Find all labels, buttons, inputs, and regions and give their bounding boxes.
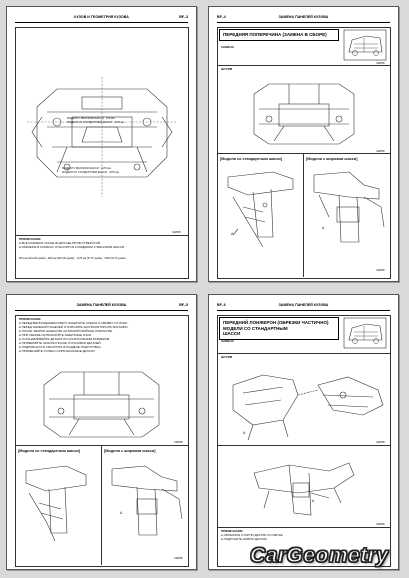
- header-title: ЗАМЕНА ПАНЕЛЕЙ КУЗОВА: [278, 15, 329, 19]
- section-label: ШТУРМ: [221, 355, 233, 359]
- header-title: ЗАМЕНА ПАНЕЛЕЙ КУЗОВА: [76, 303, 127, 307]
- label-wide-chassis: [Модели с широким шасси]: [306, 157, 358, 161]
- underbody-drawing: [27, 77, 177, 197]
- dimensions-line: Ø31 мм (Ø1.220 дюйм) · Ø16 мм (Ø0.630 дюйм) · 1470 мм (57.87 дюйм) · 1595 (62.79 дюйм): [19, 257, 126, 260]
- label-wide-chassis: [Модели с широким шасси]: [104, 449, 156, 453]
- note-1: ● ПЕРЕД ВЫПОЛНЕНИЕМ РАБОТ ЗАЩИТИТЕ СТЕКЛА И ОБИВКУ ОТ ИСКР.: [19, 321, 128, 325]
- vehicle-thumbnail: [344, 318, 386, 348]
- crossmember-drawing: [39, 367, 164, 442]
- figure-code-2: SEBBB: [376, 150, 385, 153]
- page-number: BF–5: [179, 303, 188, 307]
- label-standard-chassis: [Модели со стандартным шасси]: [220, 157, 283, 161]
- procedure-subtitle: ЗАМЕНА: [221, 339, 234, 343]
- figure-code-1: SEBBB: [174, 441, 183, 444]
- callout-1: МОДЕЛИ С ВЫСОКИМ ШАССИ · 976 мм: [67, 117, 115, 120]
- note-1: ● ВСЕ РАЗМЕРЫ УКАЗАНЫ ДЛЯ ЦЕНТРОВ ОТВЕРСТИЙ.: [19, 241, 101, 245]
- page-number: BF–4: [217, 15, 226, 19]
- marker-a-top: А: [243, 431, 246, 435]
- marker-a: А: [120, 511, 123, 515]
- callout-3: МОДЕЛИ С ВЫСОКИМ ШАССИ · 1076 мм: [62, 167, 111, 170]
- figure-code: SEBBB: [172, 231, 181, 234]
- note-title: ПРИМЕЧАНИЕ:: [19, 317, 42, 321]
- note-2: ● РАЗМЕРЫ В СКОБКАХ ОТНОСЯТСЯ К МОДЕЛЯМ С ВЫСОКИМ ШАССИ.: [19, 245, 125, 249]
- marker-a-bottom: А: [312, 499, 315, 503]
- note-4: ● ПРИ СВАРКЕ ИСПОЛЬЗУЙТЕ ЗАЩИТНЫЕ ОЧКИ.: [19, 333, 92, 337]
- section-label: ШТУРМ: [221, 67, 233, 71]
- note-title: ПРИМЕЧАНИЕ:: [221, 529, 244, 533]
- label-standard-chassis: [Модели со стандартным шасси]: [18, 449, 81, 453]
- note-8: ● ПРИМЕНЯЙТЕ ТОЛЬКО ОРИГИНАЛЬНЫЕ ДЕТАЛИ.: [19, 349, 96, 353]
- side-member-drawing: [223, 365, 388, 445]
- marker-a-left: А: [231, 232, 234, 236]
- note-2: ● ПОДГОНИТЕ НОВУЮ ДЕТАЛЬ.: [221, 537, 268, 541]
- callout-4: МОДЕЛИ СО СТАНДАРТНЫМ ШАССИ · 1076 мм: [62, 171, 119, 174]
- figure-code-1: SEBBB: [376, 62, 385, 65]
- header-title: КУЗОВ И ГЕОМЕТРИЯ КУЗОВА: [74, 15, 129, 19]
- header-title: ЗАМЕНА ПАНЕЛЕЙ КУЗОВА: [278, 303, 329, 307]
- page-header: [15, 12, 188, 23]
- crossmember-drawing: [249, 79, 359, 149]
- note-7: ● ПОДРОБНОСТИ СМОТРИТЕ В РАЗДЕЛЕ ПОДГОТОВКА.: [19, 345, 102, 349]
- page-header: [217, 300, 390, 311]
- note-5: ● УСТАНАВЛИВАЙТЕ ДЕТАЛИ ПО КОНТРОЛЬНЫМ РАЗМЕРАМ.: [19, 337, 111, 341]
- title-line-2: МОДЕЛИ СО СТАНДАРТНЫМ: [223, 325, 288, 331]
- page-header: [217, 12, 390, 23]
- callout-2: МОДЕЛИ СО СТАНДАРТНЫМ ШАССИ · 1076 мм: [67, 121, 124, 124]
- figure-code-3: SEBBB: [376, 269, 385, 272]
- wide-chassis-detail: [309, 167, 387, 252]
- marker-a-right: А: [322, 226, 325, 230]
- page-number: BF–3: [179, 15, 188, 19]
- standard-chassis-detail: [223, 167, 298, 252]
- procedure-title: ПЕРЕДНЯЯ ПОПЕРЕЧИНА (ЗАМЕНА В СБОРЕ): [219, 29, 339, 41]
- wide-chassis-detail: [107, 461, 185, 546]
- title-line-3: ШАССИ: [223, 331, 241, 336]
- vehicle-thumbnail: [344, 30, 386, 60]
- note-3: ● ПОСЛЕ СВАРКИ НАНЕСИТЕ АНТИКОРРОЗИЙНОЕ ПОКРЫТИЕ.: [19, 329, 113, 333]
- page-1-underbody-dimensions: [6, 6, 197, 282]
- page-4-front-side-member: [208, 294, 399, 570]
- note-title: ПРИМЕЧАНИЕ:: [19, 237, 42, 241]
- page-header: [15, 300, 188, 311]
- procedure-title: [219, 317, 339, 340]
- page-2-front-crossmember: [208, 6, 399, 282]
- page-3-notes: [6, 294, 197, 570]
- watermark-logo: CarGeometry: [250, 544, 389, 567]
- note-1: ● ОБРЕЖЬТЕ СТАРУЮ ДЕТАЛЬ ПО МЕТКЕ.: [221, 533, 284, 537]
- note-6: ● ПРОВЕРЯЙТЕ ЗАЗОРЫ ПОСЛЕ УСТАНОВКИ ДЕТАЛЕЙ.: [19, 341, 102, 345]
- figure-code-1: SEBBB: [376, 441, 385, 444]
- figure-code-2: SEBBB: [376, 523, 385, 526]
- note-2: ● ПЕРЕД ЗАМЕНОЙ ПАНЕЛЕЙ ОТКЛЮЧИТЕ АККУМУЛЯТОРНУЮ БАТАРЕЮ.: [19, 325, 129, 329]
- page-number: BF–6: [217, 303, 226, 307]
- side-member-detail: [249, 453, 359, 523]
- procedure-subtitle: ЗАМЕНА: [221, 45, 234, 49]
- figure-code-2: SEBBB: [174, 557, 183, 560]
- standard-chassis-detail: [21, 461, 96, 546]
- title-line-1: ПЕРЕДНИЙ ЛОНЖЕРОН (ОБРЕЗКИ ЧАСТИЧНО): [223, 320, 329, 325]
